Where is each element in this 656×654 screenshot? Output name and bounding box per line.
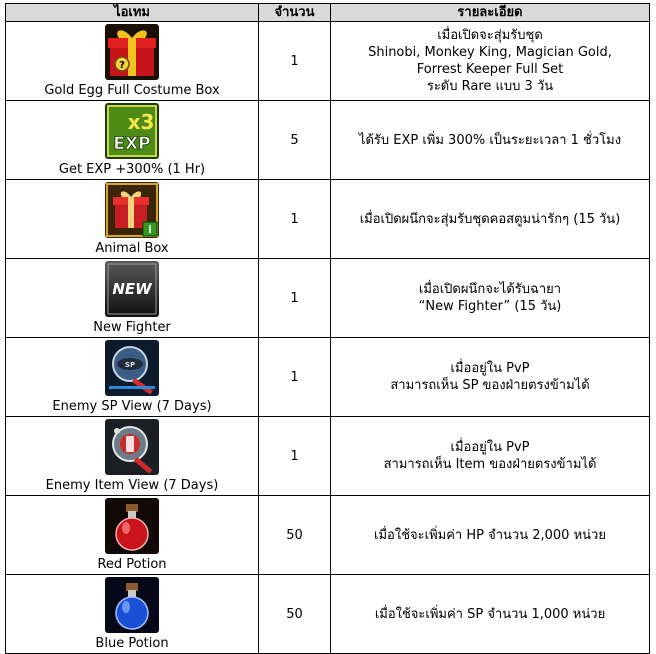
svg-text:?: ? — [119, 60, 125, 71]
item-description — [331, 180, 650, 259]
description-line: เมื่ออยู่ใน PvP — [450, 440, 530, 455]
item-description — [331, 259, 650, 338]
animal-box-icon — [105, 182, 159, 238]
description-line: สามารถเห็น SP ของฝ่ายตรงข้ามได้ — [390, 378, 590, 393]
description-line: ได้รับ EXP เพิ่ม 300% เป็นระยะเวลา 1 ชั่วโมง — [358, 132, 622, 148]
item-view-icon — [105, 419, 159, 475]
item-name: Animal Box — [95, 241, 169, 256]
table-row — [6, 180, 650, 259]
item-name: Blue Potion — [95, 636, 169, 651]
item-description — [331, 22, 650, 101]
item-qty: 50 — [259, 496, 331, 575]
table-row — [6, 575, 650, 654]
description-line: เมื่อใช้จะเพิ่มค่า HP จำนวน 2,000 หน่วย — [374, 527, 606, 543]
item-description — [331, 575, 650, 654]
item-name: New Fighter — [93, 320, 171, 335]
table-row — [6, 22, 650, 101]
header-row — [6, 4, 650, 22]
item-qty: 1 — [259, 417, 331, 496]
item-cell — [6, 101, 259, 180]
item-qty: 1 — [259, 259, 331, 338]
item-name: Get EXP +300% (1 Hr) — [58, 162, 206, 177]
info-badge-text: i — [148, 223, 152, 236]
blue-potion-icon — [105, 577, 159, 633]
item-name: Enemy Item View (7 Days) — [45, 478, 219, 493]
header-detail: รายละเอียด — [331, 4, 650, 22]
item-description — [331, 338, 650, 417]
item-description — [331, 417, 650, 496]
exp-boost-icon — [105, 103, 159, 159]
item-qty: 50 — [259, 575, 331, 654]
item-table-container — [5, 3, 650, 654]
description-line: เมื่อใช้จะเพิ่มค่า SP จำนวน 1,000 หน่วย — [374, 606, 606, 622]
item-description — [331, 101, 650, 180]
table-row — [6, 259, 650, 338]
item-description — [331, 496, 650, 575]
header-qty: จำนวน — [259, 4, 331, 22]
item-name: Gold Egg Full Costume Box — [44, 83, 220, 98]
item-cell — [6, 259, 259, 338]
description-line: “New Fighter” (15 วัน) — [418, 299, 562, 314]
item-cell — [6, 417, 259, 496]
item-name: Red Potion — [97, 557, 167, 572]
item-cell — [6, 496, 259, 575]
exp-multiplier-text: x3 — [127, 110, 155, 134]
description-line: Shinobi, Monkey King, Magician Gold, — [368, 45, 612, 60]
item-qty: 1 — [259, 338, 331, 417]
item-name: Enemy SP View (7 Days) — [52, 399, 212, 414]
table-row — [6, 496, 650, 575]
table-row — [6, 338, 650, 417]
header-item: ไอเทม — [6, 4, 259, 22]
description-line: สามารถเห็น Item ของฝ่ายตรงข้ามได้ — [383, 457, 597, 472]
item-cell — [6, 22, 259, 101]
item-qty: 1 — [259, 22, 331, 101]
item-qty: 5 — [259, 101, 331, 180]
sp-badge-text: SP — [124, 361, 136, 369]
item-cell — [6, 338, 259, 417]
red-potion-icon — [105, 498, 159, 554]
description-line: ระดับ Rare แบบ 3 วัน — [426, 79, 554, 94]
sp-view-icon — [105, 340, 159, 396]
description-line: เมื่อเปิดจะสุ่มรับชุด — [437, 28, 543, 43]
new-title-icon — [105, 261, 159, 317]
item-qty: 1 — [259, 180, 331, 259]
item-table — [5, 3, 650, 654]
description-line: Forrest Keeper Full Set — [416, 62, 564, 77]
description-line: เมื่ออยู่ใน PvP — [450, 361, 530, 376]
new-label-text: NEW — [112, 280, 152, 298]
description-line: เมื่อเปิดผนึกจะสุ่มรับชุดคอสตูมน่ารักๆ (15 วัน) — [359, 211, 621, 227]
table-row — [6, 417, 650, 496]
item-cell — [6, 180, 259, 259]
description-line: เมื่อเปิดผนึกจะได้รับฉายา — [418, 282, 562, 297]
exp-label-text: EXP — [113, 134, 151, 154]
item-cell — [6, 575, 259, 654]
table-row — [6, 101, 650, 180]
gift-box-icon — [105, 24, 159, 80]
